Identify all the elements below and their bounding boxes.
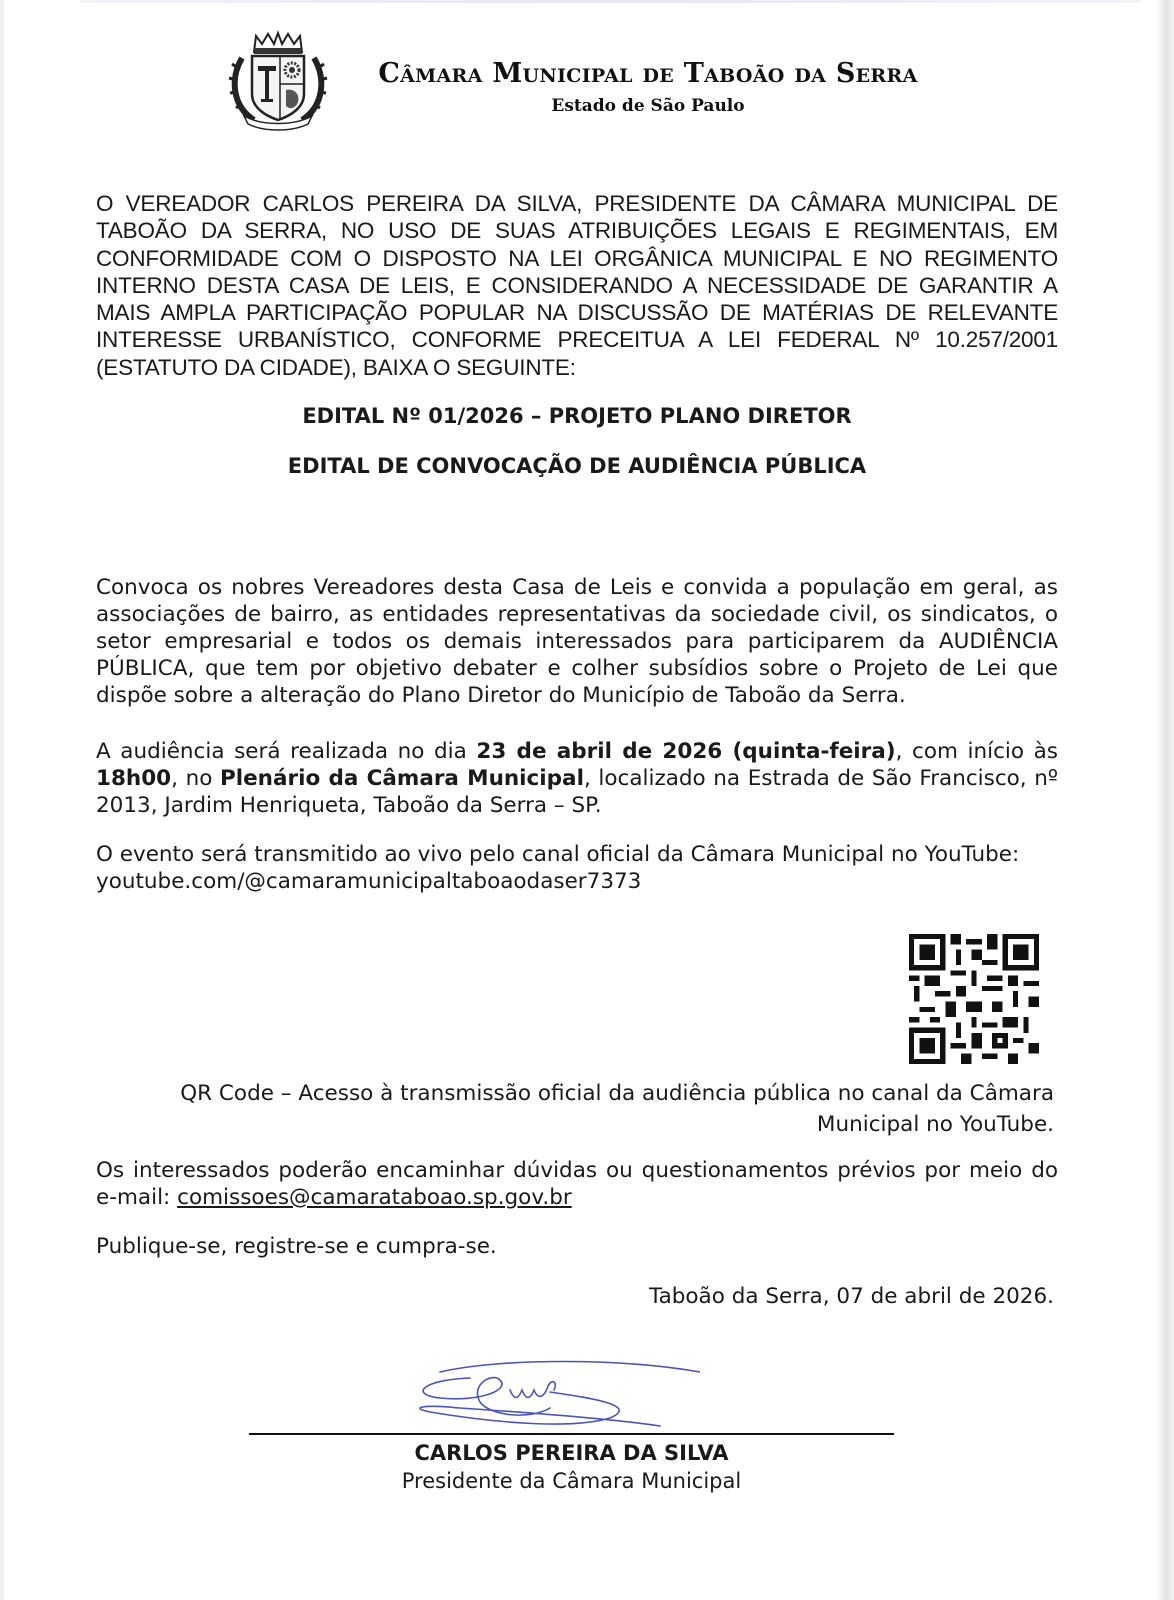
preamble-paragraph: O VEREADOR CARLOS PEREIRA DA SILVA, PRESIDENTE DA CÂMARA MUNICIPAL DE TABOÃO DA SERRA, NO USO DE SUAS ATRIBUIÇÕES LEGAIS E REGIMENTAIS, EM CONFORMIDADE COM O DISPOSTO NA LEI ORGÂNICA MUNICIPAL E NO REGIMENTO INTERNO DESTA CASA DE LEIS, E CONSIDERANDO A NECESSIDADE DE GARANTIR A MAIS AMPLA PARTICIPAÇÃO POPULAR NA DISCUSSÃO DE MATÉRIAS DE RELEVANTE INTERESSE URBANÍSTICO, CONFORME PRECEITUA A LEI FEDERAL Nº 10.257/2001 (ESTATUTO DA CIDADE), BAIXA O SEGUINTE:: [96, 191, 1058, 380]
page-edge-left: [0, 0, 4, 1600]
youtube-channel-link[interactable]: youtube.com/@camaramunicipaltaboaodaser7373: [96, 869, 642, 894]
contact-email-link[interactable]: comissoes@camarataboao.sp.gov.br: [177, 1185, 572, 1210]
broadcast-paragraph: [96, 841, 1058, 895]
hearing-text-3: , no: [171, 766, 220, 791]
edital-heading: EDITAL Nº 01/2026 – PROJETO PLANO DIRETOR: [302, 404, 852, 428]
date-place: Taboão da Serra, 07 de abril de 2026.: [649, 1284, 1054, 1309]
hearing-time: 18h00: [96, 766, 172, 791]
hearing-place: Plenário da Câmara Municipal: [219, 766, 584, 791]
convocation-paragraph: Convoca os nobres Vereadores desta Casa de Leis e convida a população em geral, as associações de bairro, as entidades representativas da sociedade civil, os sindicatos, o setor empresarial e todos os demais interessados para participarem da AUDIÊNCIA PÚBLICA, que tem por objetivo debater e colher subsídios sobre o Projeto de Lei que dispõe sobre a alteração do Plano Diretor do Município de Taboão da Serra.: [96, 575, 1058, 708]
letterhead: [228, 28, 928, 138]
qr-caption-line-1: QR Code – Acesso à transmissão oficial da audiência pública no canal da Câmara: [180, 1081, 1054, 1106]
coat-of-arms-icon: [228, 28, 328, 132]
signature-line: [249, 1433, 894, 1435]
handwritten-signature: [400, 1350, 700, 1430]
hearing-text-2: , com início às: [895, 739, 1058, 764]
qr-code-caption: [96, 1078, 1054, 1140]
institution-subtitle: Estado de São Paulo: [551, 96, 745, 116]
signer-role: Presidente da Câmara Municipal: [401, 1469, 742, 1493]
closing-formula: Publique-se, registre-se e cumpra-se.: [96, 1234, 497, 1259]
hearing-details-paragraph: [96, 738, 1058, 819]
convocacao-heading: EDITAL DE CONVOCAÇÃO DE AUDIÊNCIA PÚBLICA: [287, 454, 867, 478]
qr-code-icon[interactable]: [909, 934, 1039, 1064]
questions-text: Os interessados poderão encaminhar dúvidas ou questionamentos prévios por meio do e-mail:: [96, 1158, 1058, 1210]
institution-title: Câmara Municipal de Taboão da Serra: [378, 58, 918, 89]
broadcast-text: O evento será transmitido ao vivo pelo canal oficial da Câmara Municipal no YouTube:: [96, 842, 1020, 867]
questions-paragraph: [96, 1157, 1058, 1211]
qr-caption-line-2: Municipal no YouTube.: [816, 1112, 1054, 1137]
signer-name: CARLOS PEREIRA DA SILVA: [414, 1441, 729, 1465]
hearing-text-4: , localizado na Estrada de São Francisco, nº 2013, Jardim Henriqueta, Taboão da Serra – SP.: [96, 766, 1058, 818]
hearing-date: 23 de abril de 2026 (quinta-feira): [476, 739, 896, 764]
hearing-text-1: A audiência será realizada no dia: [96, 739, 477, 764]
page-edge-right: [1154, 0, 1174, 1600]
scan-bleed: [80, 0, 1140, 3]
